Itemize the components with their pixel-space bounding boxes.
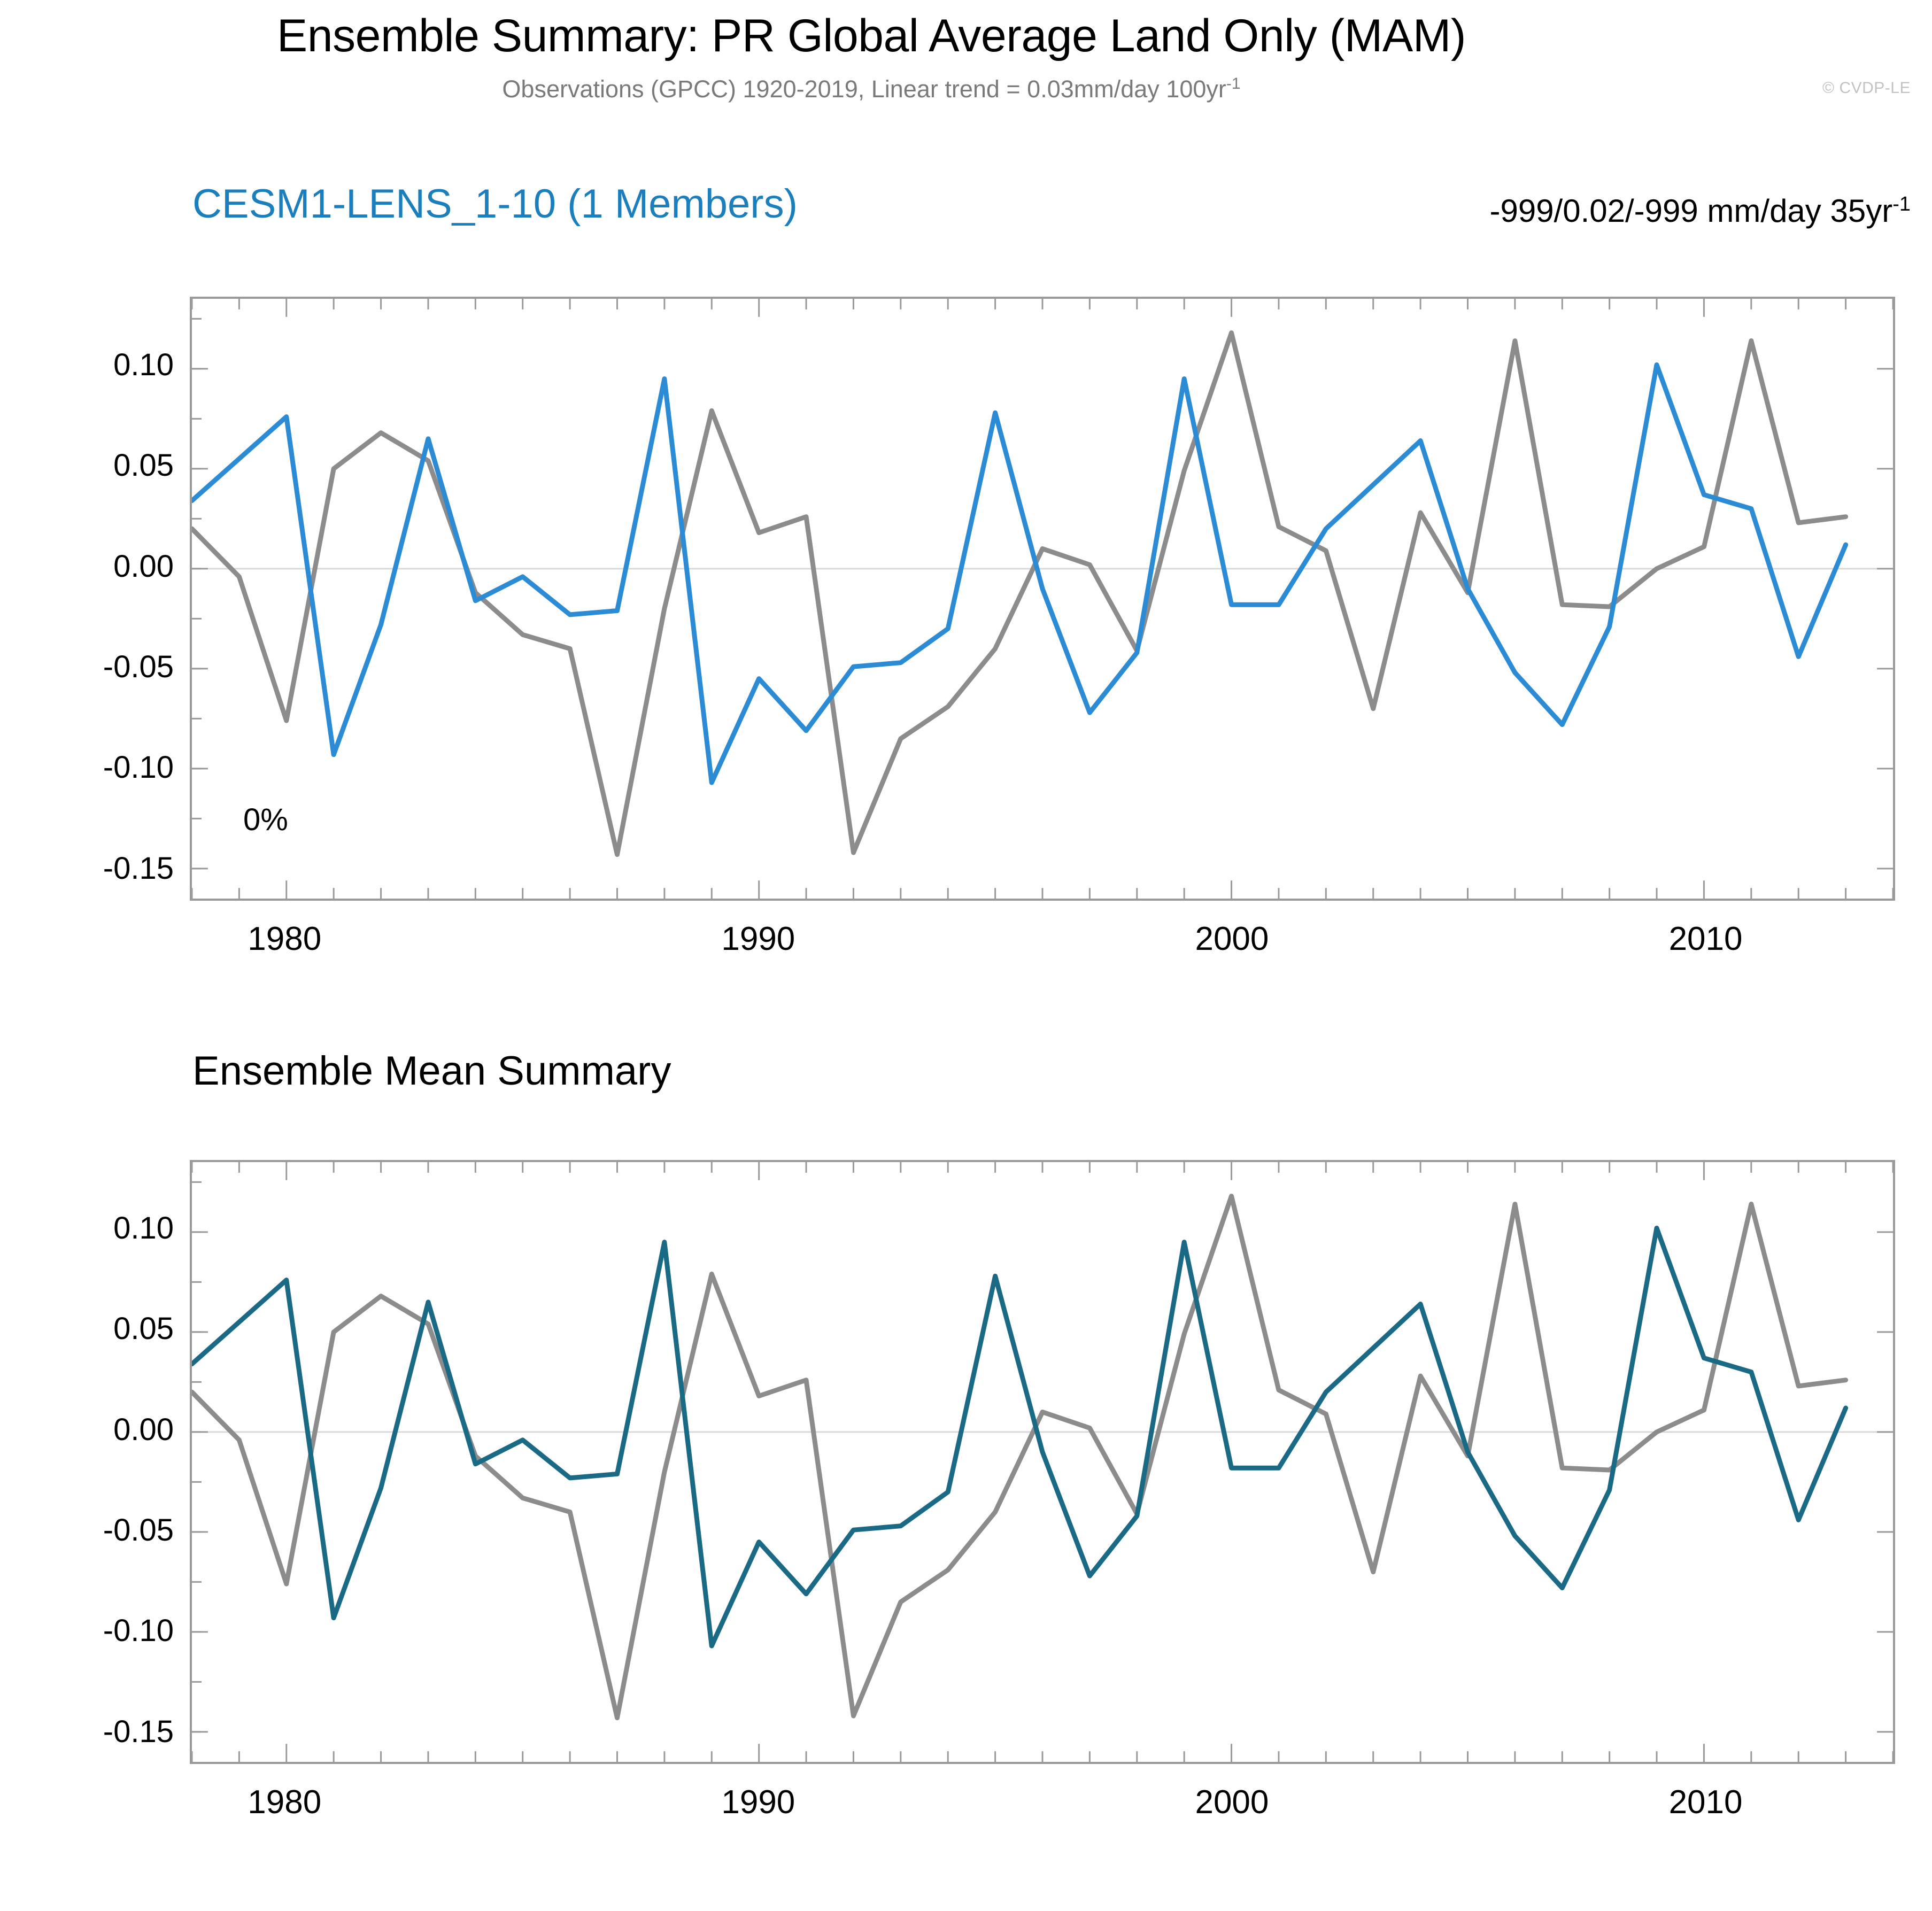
panel2-title: Ensemble Mean Summary <box>192 1048 671 1094</box>
x-axis-tick-label: 2010 <box>1668 1784 1743 1821</box>
y-axis-tick-label: -0.15 <box>103 1714 174 1749</box>
y-axis-tick-label: -0.05 <box>103 1512 174 1548</box>
page-title: Ensemble Summary: PR Global Average Land Only (MAM) <box>276 10 1466 61</box>
panel1-title: CESM1-LENS_1-10 (1 Members) <box>192 181 798 227</box>
y-axis-tick-label: 0.00 <box>113 548 174 584</box>
y-axis-tick-label: 0.05 <box>113 1311 174 1347</box>
y-axis-tick-label: -0.15 <box>103 850 174 886</box>
subtitle-text: Observations (GPCC) 1920-2019, Linear trend = 0.03mm/day 100yr <box>502 75 1226 103</box>
chart-subtitle <box>0 75 1743 103</box>
y-axis-tick-label: -0.10 <box>103 1613 174 1649</box>
x-axis-tick-label: 1980 <box>248 920 322 957</box>
chart-panel-1 <box>190 297 1895 901</box>
subtitle-exponent: -1 <box>1226 75 1241 92</box>
y-axis-tick-label: 0.10 <box>113 347 174 382</box>
panel1-percent-label: 0% <box>243 802 288 837</box>
x-axis-tick-label: 1990 <box>721 920 795 957</box>
copyright-label: © CVDP-LE <box>1822 79 1911 97</box>
trend-exponent: -1 <box>1892 193 1911 215</box>
y-axis-tick-label: 0.00 <box>113 1412 174 1447</box>
series-line-observations <box>192 333 1846 855</box>
trend-text: -999/0.02/-999 mm/day 35yr <box>1489 193 1893 229</box>
series-line-observations <box>192 1196 1846 1718</box>
x-axis-tick-label: 2000 <box>1195 1784 1269 1821</box>
x-axis-tick-label: 1980 <box>248 1784 322 1821</box>
panel2-canvas <box>192 1162 1893 1762</box>
chart-panel-2 <box>190 1160 1895 1764</box>
series-line-model <box>192 365 1846 783</box>
y-axis-tick-label: -0.05 <box>103 649 174 684</box>
x-axis-tick-label: 1990 <box>721 1784 795 1821</box>
panel1-canvas <box>192 299 1893 899</box>
x-axis-tick-label: 2010 <box>1668 920 1743 957</box>
series-line-model <box>192 1228 1846 1646</box>
x-axis-tick-label: 2000 <box>1195 920 1269 957</box>
y-axis-tick-label: 0.10 <box>113 1210 174 1245</box>
y-axis-tick-label: 0.05 <box>113 448 174 483</box>
panel1-trend-label <box>1489 192 1911 229</box>
y-axis-tick-label: -0.10 <box>103 750 174 785</box>
